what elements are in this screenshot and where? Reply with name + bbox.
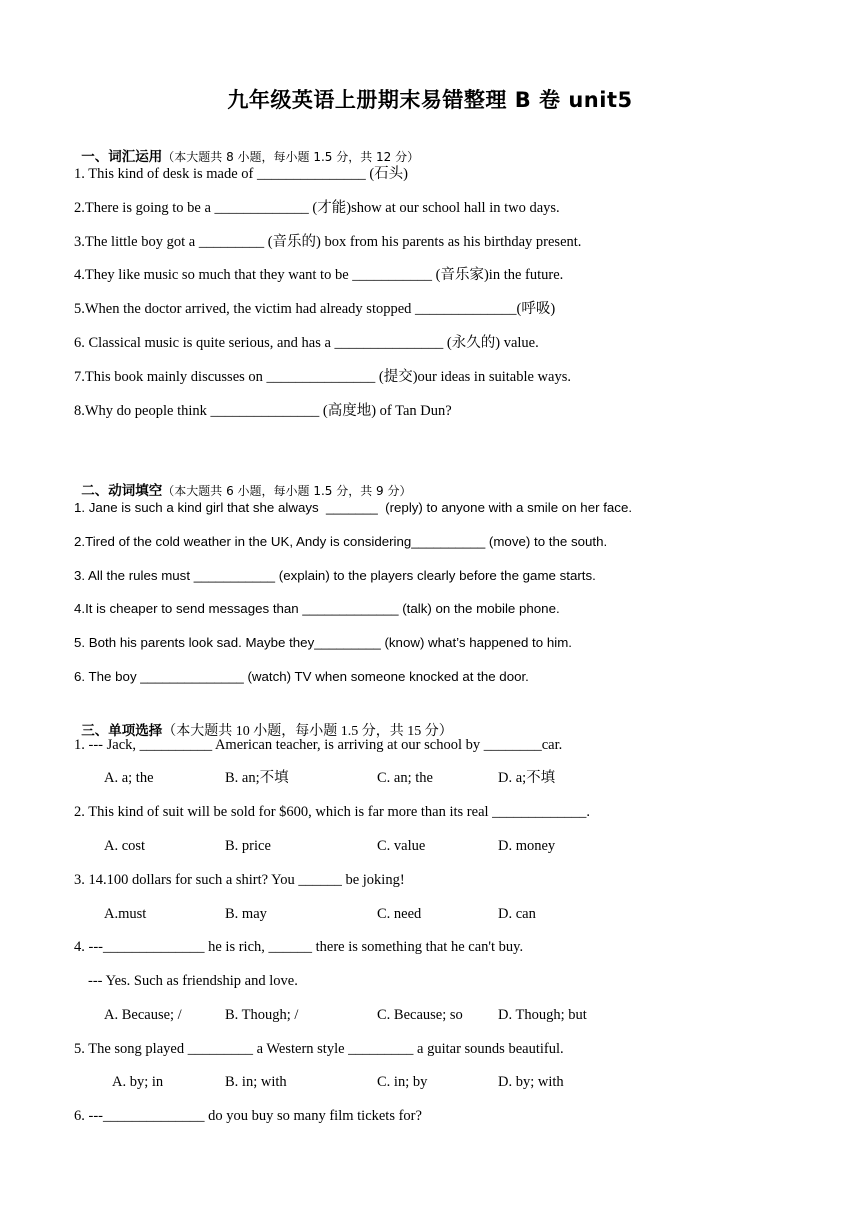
option-c: C. in; by [377,1074,428,1090]
section-note: （本大题共 8 小题，每小题 1.5 分，共 12 分） [162,150,420,164]
mc-question-1: 1. --- Jack, __________ American teacher, is arriving at our school by ________car. [74,737,563,753]
option-c: C. value [377,838,426,854]
option-a: A.must [104,906,147,922]
section-heading: 二、动词填空 [81,483,163,499]
option-b: B. price [225,838,271,854]
verb-question-3: 3. All the rules must ___________ (explain) to the players clearly before the game starts. [74,568,596,583]
vocab-question-1: 1. This kind of desk is made of _______________ (石头) [74,166,409,182]
mc-question-6: 6. ---______________ do you buy so many film tickets for? [74,1108,422,1124]
option-c: C. need [377,906,422,922]
mc-question-3: 3. 14.100 dollars for such a shirt? You ______ be joking! [74,872,405,888]
section-heading: 一、词汇运用 [81,149,163,165]
mc-question-2: 2. This kind of suit will be sold for $600, which is far more than its real _____________. [74,804,591,820]
option-d: D. Though; but [498,1007,587,1023]
option-a: A. cost [104,838,146,854]
verb-question-4: 4.It is cheaper to send messages than _____________ (talk) on the mobile phone. [74,601,560,616]
option-b: B. an;不填 [225,770,289,786]
section-header-verbs [74,461,412,501]
vocab-question-5: 5.When the doctor arrived, the victim had already stopped ______________(呼吸) [74,301,556,317]
section-note: （本大题共 10 小题，每小题 1.5 分，共 15 分） [162,724,453,739]
option-b: B. Though; / [225,1007,299,1023]
mc-question-4: 4. ---______________ he is rich, ______ there is something that he can't buy. [74,939,524,955]
vocab-question-6: 6. Classical music is quite serious, and has a _______________ (永久的) value. [74,335,539,351]
option-d: D. can [498,906,536,922]
option-a: A. a; the [104,770,154,786]
verb-question-6: 6. The boy ______________ (watch) TV when someone knocked at the door. [74,669,529,684]
option-a: A. by; in [112,1074,164,1090]
verb-question-5: 5. Both his parents look sad. Maybe they_________ (know) what’s happened to him. [74,635,572,650]
option-d: D. by; with [498,1074,564,1090]
section-header-vocabulary [74,127,419,167]
vocab-question-2: 2.There is going to be a _____________ (才能)show at our school hall in two days. [74,200,560,216]
section-note: （本大题共 6 小题，每小题 1.5 分，共 9 分） [162,484,412,498]
option-c: C. Because; so [377,1007,463,1023]
option-d: D. money [498,838,556,854]
option-b: B. in; with [225,1074,287,1090]
mc-question-4-dialogue: --- Yes. Such as friendship and love. [88,973,298,989]
section-heading: 三、单项选择 [81,723,163,739]
verb-question-2: 2.Tired of the cold weather in the UK, Andy is considering__________ (move) to the south. [74,534,608,549]
verb-question-1: 1. Jane is such a kind girl that she always _______ (reply) to anyone with a smile on her face. [74,500,633,515]
vocab-question-3: 3.The little boy got a _________ (音乐的) box from his parents as his birthday present. [74,234,582,250]
mc-question-5: 5. The song played _________ a Western style _________ a guitar sounds beautiful. [74,1041,564,1057]
option-c: C. an; the [377,770,433,786]
option-d: D. a;不填 [498,770,556,786]
option-b: B. may [225,906,267,922]
vocab-question-4: 4.They like music so much that they want to be ___________ (音乐家)in the future. [74,267,564,283]
vocab-question-7: 7.This book mainly discusses on _______________ (提交)our ideas in suitable ways. [74,369,571,385]
vocab-question-8: 8.Why do people think _______________ (高度地) of Tan Dun? [74,403,452,419]
page-title: 九年级英语上册期末易错整理 B 卷 unit5 [227,88,633,112]
option-a: A. Because; / [104,1007,182,1023]
